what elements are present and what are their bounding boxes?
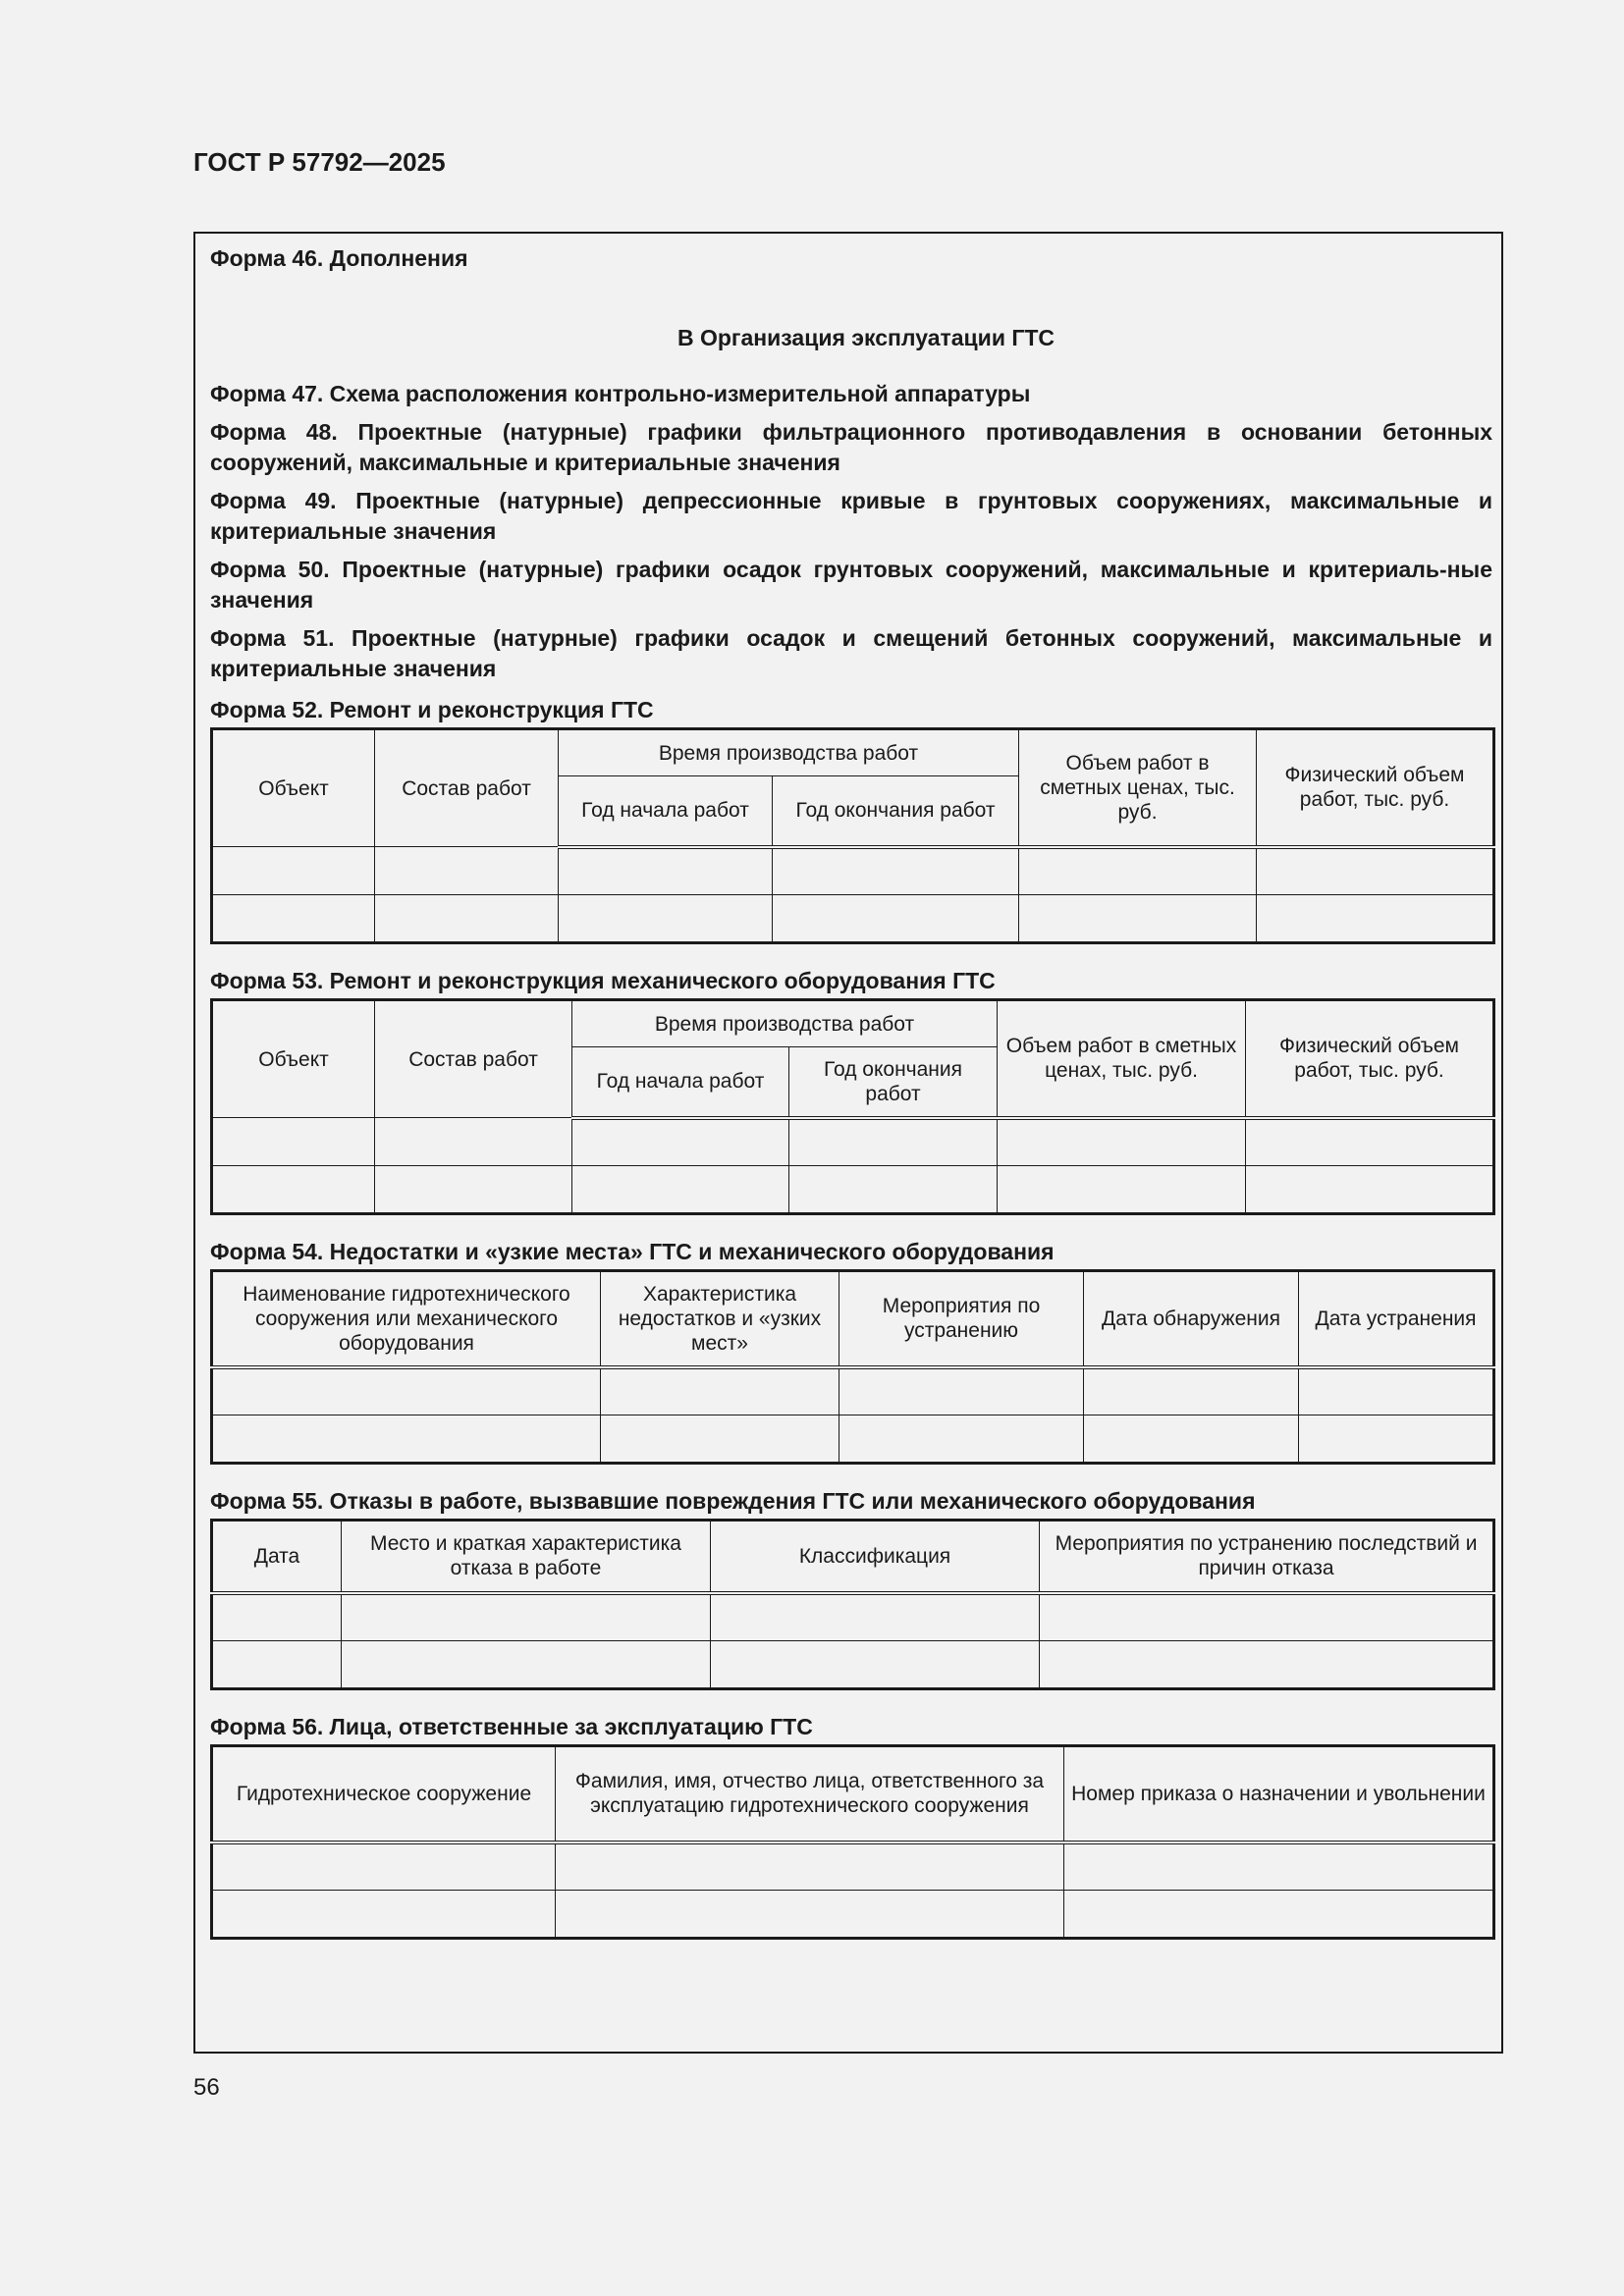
form46-title: Форма 46. Дополнения — [210, 245, 468, 271]
table-cell — [789, 1166, 998, 1214]
table-cell — [212, 1641, 342, 1689]
form55-table — [210, 1519, 1495, 1690]
table-cell — [711, 1641, 1040, 1689]
table-cell — [212, 1118, 375, 1166]
header-cell-end: Год окончания работ — [789, 1047, 998, 1118]
table-cell — [998, 1166, 1246, 1214]
header-cell-classification: Классификация — [711, 1521, 1040, 1593]
header-cell-order-number: Номер приказа о назначении и увольнении — [1064, 1746, 1494, 1842]
table-cell — [789, 1118, 998, 1166]
table-cell — [1019, 895, 1257, 943]
table-cell — [212, 1891, 556, 1939]
form54-title: Форма 54. Недостатки и «узкие места» ГТС и механического оборудования — [210, 1239, 1055, 1264]
table-cell — [1257, 895, 1494, 943]
header-cell-measures: Мероприятия по устранению — [839, 1271, 1084, 1367]
table-cell — [1040, 1641, 1494, 1689]
form52-title: Форма 52. Ремонт и реконструкция ГТС — [210, 697, 654, 722]
table-row — [212, 1415, 1494, 1464]
table-cell — [1064, 1891, 1494, 1939]
header-cell-start: Год начала работ — [559, 776, 773, 847]
form52-table — [210, 727, 1495, 944]
header-cell-works: Состав работ — [375, 729, 559, 847]
table-row — [212, 1842, 1494, 1891]
table-cell — [212, 1593, 342, 1641]
table-cell — [212, 1842, 556, 1891]
header-cell-object: Объект — [212, 729, 375, 847]
table-cell — [1084, 1367, 1299, 1415]
header-cell-fixed-date: Дата устранения — [1299, 1271, 1494, 1367]
form48-title: Форма 48. Проектные (натурные) графики фильтрационного противодавления в основании бетонных сооружений, максимальные и критериальные значения — [210, 419, 1492, 475]
table-cell — [559, 847, 773, 895]
table-cell — [375, 847, 559, 895]
table-cell — [773, 847, 1019, 895]
header-cell-place: Место и краткая характеристика отказа в работе — [342, 1521, 711, 1593]
table-cell — [1084, 1415, 1299, 1464]
header-cell-measures: Мероприятия по устранению последствий и причин отказа — [1040, 1521, 1494, 1593]
form53-table — [210, 998, 1495, 1215]
table-cell — [212, 847, 375, 895]
table-row — [212, 847, 1494, 895]
table-cell — [601, 1367, 839, 1415]
header-cell-date: Дата — [212, 1521, 342, 1593]
table-cell — [601, 1415, 839, 1464]
table-cell — [1040, 1593, 1494, 1641]
header-cell-found-date: Дата обнаружения — [1084, 1271, 1299, 1367]
form53-title: Форма 53. Ремонт и реконструкция механического оборудования ГТС — [210, 968, 996, 993]
form56-title: Форма 56. Лица, ответственные за эксплуатацию ГТС — [210, 1714, 813, 1739]
table-cell — [375, 895, 559, 943]
table-row — [212, 1641, 1494, 1689]
table-cell — [572, 1118, 789, 1166]
table-cell — [1064, 1842, 1494, 1891]
table-cell — [375, 1166, 572, 1214]
content — [210, 243, 1492, 1940]
form55-title: Форма 55. Отказы в работе, вызвавшие повреждения ГТС или механического оборудования — [210, 1488, 1256, 1514]
header-cell-end: Год окончания работ — [773, 776, 1019, 847]
table-cell — [342, 1641, 711, 1689]
header-cell-volume: Объем работ в сметных ценах, тыс. руб. — [998, 1000, 1246, 1118]
header-cell-physical: Физический объем работ, тыс. руб. — [1257, 729, 1494, 847]
table-cell — [839, 1367, 1084, 1415]
document-code: ГОСТ Р 57792—2025 — [193, 147, 446, 177]
table-cell — [1299, 1415, 1494, 1464]
table-cell — [572, 1166, 789, 1214]
table-cell — [1257, 847, 1494, 895]
header-cell-responsible-person: Фамилия, имя, отчество лица, ответственного за эксплуатацию гидротехнического сооружения — [556, 1746, 1064, 1842]
table-row — [212, 1118, 1494, 1166]
section-title: В Организация эксплуатации ГТС — [677, 325, 1056, 350]
table-row — [212, 1593, 1494, 1641]
table-cell — [212, 1166, 375, 1214]
page-number: 56 — [193, 2074, 220, 2101]
table-cell — [212, 1415, 601, 1464]
table-cell — [556, 1891, 1064, 1939]
table-cell — [839, 1415, 1084, 1464]
form49-title: Форма 49. Проектные (натурные) депрессионные кривые в грунтовых сооружениях, максимальные и критериальные значения — [210, 488, 1492, 544]
table-cell — [1019, 847, 1257, 895]
table-cell — [773, 895, 1019, 943]
form47-title: Форма 47. Схема расположения контрольно-измерительной аппаратуры — [210, 381, 1031, 406]
header-cell-physical: Физический объем работ, тыс. руб. — [1246, 1000, 1494, 1118]
header-cell-works: Состав работ — [375, 1000, 572, 1118]
table-row — [212, 895, 1494, 943]
table-cell — [375, 1118, 572, 1166]
form56-table — [210, 1744, 1495, 1940]
header-cell-time: Время производства работ — [572, 1000, 998, 1047]
table-row — [212, 1367, 1494, 1415]
table-cell — [711, 1593, 1040, 1641]
table-cell — [212, 895, 375, 943]
header-cell-characteristic: Характеристика недостатков и «узких мест» — [601, 1271, 839, 1367]
form54-table — [210, 1269, 1495, 1465]
table-cell — [556, 1842, 1064, 1891]
table-cell — [212, 1367, 601, 1415]
header-cell-object: Объект — [212, 1000, 375, 1118]
table-row — [212, 1166, 1494, 1214]
table-cell — [1246, 1118, 1494, 1166]
table-cell — [998, 1118, 1246, 1166]
header-cell-volume: Объем работ в сметных ценах, тыс. руб. — [1019, 729, 1257, 847]
content-frame — [193, 232, 1503, 2054]
header-cell-start: Год начала работ — [572, 1047, 789, 1118]
header-cell-structure: Гидротехническое сооружение — [212, 1746, 556, 1842]
form50-title: Форма 50. Проектные (натурные) графики осадок грунтовых сооружений, максимальные и критериаль-ные значения — [210, 557, 1492, 613]
table-cell — [1299, 1367, 1494, 1415]
header-cell-time: Время производства работ — [559, 729, 1019, 776]
table-cell — [559, 895, 773, 943]
form51-title: Форма 51. Проектные (натурные) графики осадок и смещений бетонных сооружений, максимальные и критериальные значения — [210, 625, 1492, 681]
table-cell — [342, 1593, 711, 1641]
table-row — [212, 1891, 1494, 1939]
header-cell-name: Наименование гидротехнического сооружения или механического оборудования — [212, 1271, 601, 1367]
table-cell — [1246, 1166, 1494, 1214]
